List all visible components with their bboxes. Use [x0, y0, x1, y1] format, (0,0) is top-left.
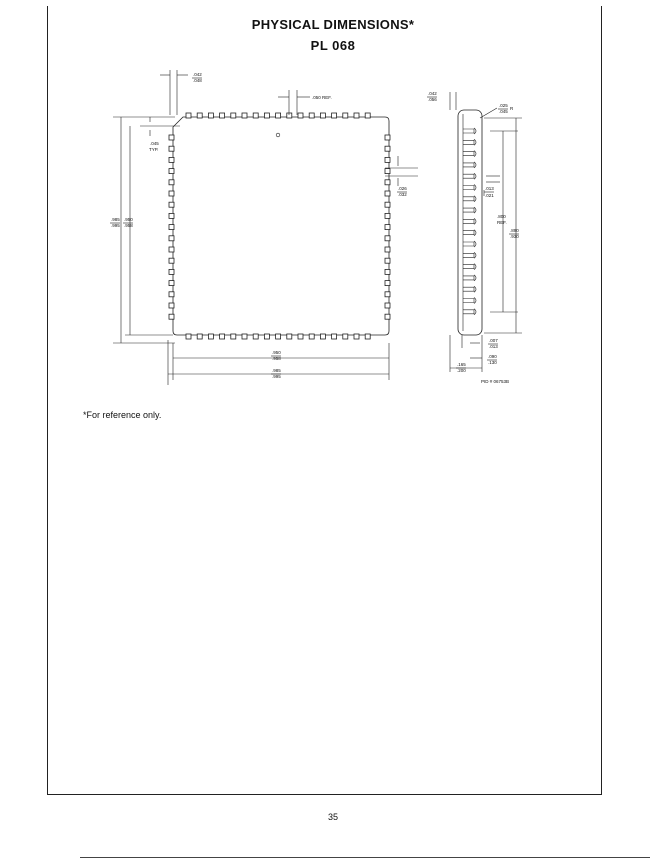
side-view [427, 91, 522, 384]
lead-bottom [253, 334, 258, 339]
top-pitch-a: .042 [193, 72, 202, 77]
lead-left [169, 292, 174, 297]
lead-top [365, 113, 370, 118]
lead-left [169, 157, 174, 162]
lead-left [169, 314, 174, 319]
radius-a: .025 [499, 103, 508, 108]
lead-bottom [197, 334, 202, 339]
span-b: .930 [510, 234, 519, 239]
side-lead [463, 299, 474, 303]
lead-right [385, 213, 390, 218]
side-lead [463, 129, 474, 133]
lead-left [169, 247, 174, 252]
package-name: PL 068 [310, 38, 356, 53]
lead-thick-b: .021 [485, 193, 494, 198]
reference-note: *For reference only. [83, 410, 162, 420]
side-lead [463, 242, 474, 246]
page-number: 35 [327, 812, 338, 822]
figure-id: PID # 06753B [481, 379, 510, 384]
lead-top [332, 113, 337, 118]
lead-right [385, 247, 390, 252]
side-top-b: .056 [428, 97, 437, 102]
height-b: .200 [457, 368, 466, 373]
lead-right [385, 202, 390, 207]
lead-left [169, 303, 174, 308]
lead-right [385, 314, 390, 319]
corner-dim-b: TYP. [149, 147, 159, 152]
span-ref-b: REF. [497, 220, 507, 225]
lead-bottom [354, 334, 359, 339]
lead-left [169, 269, 174, 274]
lead-bottom [208, 334, 213, 339]
inner-width-b: .958 [272, 356, 281, 361]
side-lead [463, 287, 474, 291]
seat-b: .130 [488, 360, 497, 365]
stand-a: .007 [489, 338, 498, 343]
inner-height-a: .950 [124, 217, 133, 222]
side-lead [463, 310, 474, 314]
lead-top [220, 113, 225, 118]
outer-height-a: .985 [111, 217, 120, 222]
top-pitch-b: .048 [193, 78, 202, 83]
radius-r: R [510, 106, 514, 111]
side-lead [463, 219, 474, 223]
side-lead [463, 140, 474, 144]
lead-bottom [332, 334, 337, 339]
lead-left [169, 191, 174, 196]
radius-b: .045 [499, 109, 508, 114]
lead-bottom [343, 334, 348, 339]
lead-right [385, 146, 390, 151]
lead-top [320, 113, 325, 118]
lead-top [186, 113, 191, 118]
lead-top [264, 113, 269, 118]
lead-thick-a: .013 [485, 186, 494, 191]
lead-right [385, 157, 390, 162]
lead-left [169, 169, 174, 174]
lead-top [298, 113, 303, 118]
top-view [110, 70, 418, 385]
lead-bottom [231, 334, 236, 339]
inner-height-b: .958 [124, 223, 133, 228]
page-title: PHYSICAL DIMENSIONS* [251, 17, 415, 32]
lead-bottom [320, 334, 325, 339]
lead-top [242, 113, 247, 118]
side-lead [463, 163, 474, 167]
lead-right [385, 169, 390, 174]
side-lead [463, 231, 474, 235]
lead-bottom [186, 334, 191, 339]
side-lead [463, 253, 474, 257]
inner-width-a: .950 [272, 350, 281, 355]
footer-rule [80, 857, 650, 858]
lead-bottom [264, 334, 269, 339]
lead-bottom [220, 334, 225, 339]
lead-right [385, 292, 390, 297]
outer-height-b: .995 [111, 223, 120, 228]
lead-width-a: .026 [398, 186, 407, 191]
side-lead [463, 208, 474, 212]
side-top-a: .042 [428, 91, 437, 96]
lead-width-b: .032 [398, 192, 407, 197]
lead-left [169, 225, 174, 230]
corner-dim-a: .045 [150, 141, 159, 146]
lead-bottom [276, 334, 281, 339]
height-a: .165 [457, 362, 466, 367]
side-lead [463, 174, 474, 178]
pin-ref-label: .050 REF. [312, 95, 332, 100]
seat-a: .090 [488, 354, 497, 359]
lead-right [385, 225, 390, 230]
lead-left [169, 202, 174, 207]
lead-top [197, 113, 202, 118]
lead-bottom [242, 334, 247, 339]
lead-right [385, 303, 390, 308]
side-lead [463, 197, 474, 201]
lead-right [385, 281, 390, 286]
lead-right [385, 180, 390, 185]
lead-top [231, 113, 236, 118]
lead-right [385, 236, 390, 241]
side-lead [463, 276, 474, 280]
span-a: .890 [510, 228, 519, 233]
lead-left [169, 258, 174, 263]
lead-top [208, 113, 213, 118]
lead-right [385, 258, 390, 263]
span-ref-a: .800 [497, 214, 506, 219]
lead-right [385, 191, 390, 196]
lead-bottom [287, 334, 292, 339]
lead-top [343, 113, 348, 118]
lead-left [169, 281, 174, 286]
lead-top [253, 113, 258, 118]
lead-left [169, 236, 174, 241]
lead-left [169, 213, 174, 218]
outer-width-b: .995 [272, 374, 281, 379]
lead-top [309, 113, 314, 118]
side-lead [463, 152, 474, 156]
lead-right [385, 135, 390, 140]
lead-bottom [298, 334, 303, 339]
stand-b: .013 [489, 344, 498, 349]
side-lead [463, 186, 474, 190]
lead-bottom [365, 334, 370, 339]
lead-left [169, 180, 174, 185]
lead-bottom [309, 334, 314, 339]
lead-left [169, 146, 174, 151]
side-lead [463, 265, 474, 269]
outer-width-a: .985 [272, 368, 281, 373]
lead-left [169, 135, 174, 140]
lead-right [385, 269, 390, 274]
lead-top [276, 113, 281, 118]
lead-top [354, 113, 359, 118]
